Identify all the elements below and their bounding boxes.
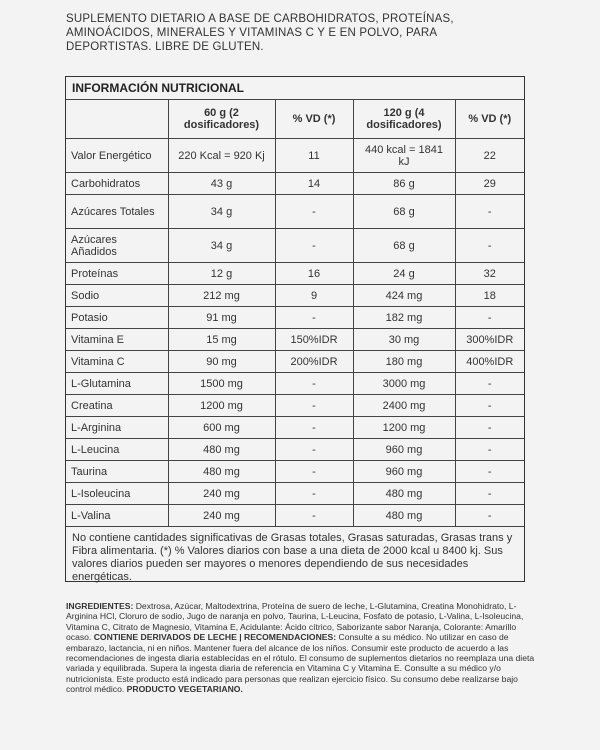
amount-60g: 43 g [168,173,275,195]
amount-120g: 2400 mg [353,395,455,417]
amount-120g: 960 mg [353,461,455,483]
dv-60g: - [275,483,353,505]
nutrient-name: Valor Energético [66,139,168,173]
header-dv-60g: % VD (*) [275,100,353,139]
nutrition-row [66,229,524,263]
nutrient-name: L-Isoleucina [66,483,168,505]
dv-120g: - [455,195,524,229]
dv-120g: 29 [455,173,524,195]
dv-60g: 14 [275,173,353,195]
amount-60g: 1500 mg [168,373,275,395]
amount-60g: 240 mg [168,483,275,505]
nutrient-name: Azúcares Añadidos [66,229,168,263]
dv-60g: 200%IDR [275,351,353,373]
amount-60g: 240 mg [168,505,275,527]
product-description: SUPLEMENTO DIETARIO A BASE DE CARBOHIDRATOS, PROTEÍNAS, AMINOÁCIDOS, MINERALES Y VITAMINAS C Y E EN POLVO, PARA DEPORTISTAS. LIBRE DE GLUTEN. [66,13,454,53]
nutrient-name: L-Arginina [66,417,168,439]
amount-60g: 1200 mg [168,395,275,417]
dv-120g: 400%IDR [455,351,524,373]
amount-120g: 68 g [353,229,455,263]
amount-120g: 440 kcal = 1841 kJ [353,139,455,173]
nutrient-name: Potasio [66,307,168,329]
nutrition-facts-panel [65,76,525,582]
amount-120g: 68 g [353,195,455,229]
nutrient-name: L-Leucina [66,439,168,461]
dv-120g: - [455,417,524,439]
amount-120g: 180 mg [353,351,455,373]
dv-60g: 16 [275,263,353,285]
amount-120g: 1200 mg [353,417,455,439]
dv-120g: - [455,395,524,417]
nutrition-row [66,285,524,307]
nutrient-name: Carbohidratos [66,173,168,195]
dv-60g: - [275,417,353,439]
nutrition-row [66,329,524,351]
amount-60g: 91 mg [168,307,275,329]
nutrient-name: Azúcares Totales [66,195,168,229]
dv-60g: - [275,307,353,329]
amount-60g: 212 mg [168,285,275,307]
amount-120g: 86 g [353,173,455,195]
dv-120g: - [455,505,524,527]
nutrition-table [66,99,524,527]
nutrient-name: Vitamina C [66,351,168,373]
nutrient-name: Taurina [66,461,168,483]
dv-60g: - [275,461,353,483]
dv-60g: 150%IDR [275,329,353,351]
amount-120g: 960 mg [353,439,455,461]
amount-60g: 34 g [168,229,275,263]
nutrient-name: Creatina [66,395,168,417]
nutrition-row [66,483,524,505]
nutrition-row [66,439,524,461]
amount-60g: 480 mg [168,461,275,483]
amount-60g: 90 mg [168,351,275,373]
dv-120g: - [455,307,524,329]
header-dv-120g: % VD (*) [455,100,524,139]
amount-120g: 182 mg [353,307,455,329]
dv-120g: - [455,229,524,263]
amount-120g: 24 g [353,263,455,285]
amount-60g: 600 mg [168,417,275,439]
nutrient-name: L-Glutamina [66,373,168,395]
dv-60g: 11 [275,139,353,173]
nutrition-row [66,351,524,373]
nutrition-row [66,263,524,285]
nutrition-footnote: No contiene cantidades significativas de Grasas totales, Grasas saturadas, Grasas trans y Fibra alimentaria. (*) % Valores diarios con base a una dieta de 2000 kcal u 8400 kj. Sus valores diarios pueden ser mayores o menores dependiendo de sus necesidades energéticas. [72,532,513,583]
contains-recommendations-label: CONTIENE DERIVADOS DE LECHE | RECOMENDACIONES: [93,632,337,643]
dv-120g: - [455,373,524,395]
nutrition-row [66,461,524,483]
amount-60g: 12 g [168,263,275,285]
amount-60g: 220 Kcal = 920 Kj [168,139,275,173]
amount-60g: 480 mg [168,439,275,461]
nutrient-name: L-Valina [66,505,168,527]
dv-60g: - [275,195,353,229]
nutrition-facts-title: INFORMACIÓN NUTRICIONAL [66,77,524,100]
dv-120g: 22 [455,139,524,173]
header-serving-120g: 120 g (4 dosificadores) [353,100,455,139]
amount-120g: 480 mg [353,505,455,527]
nutrient-name: Sodio [66,285,168,307]
ingredients-block [66,601,536,695]
nutrition-row [66,139,524,173]
nutrition-table-body [66,139,524,527]
amount-60g: 15 mg [168,329,275,351]
dv-120g: 32 [455,263,524,285]
amount-120g: 424 mg [353,285,455,307]
dv-120g: - [455,439,524,461]
header-serving-60g: 60 g (2 dosificadores) [168,100,275,139]
nutrient-name: Proteínas [66,263,168,285]
dv-120g: - [455,483,524,505]
ingredients-label: INGREDIENTES: [66,601,134,611]
nutrition-row [66,395,524,417]
dv-60g: - [275,395,353,417]
dv-60g: - [275,439,353,461]
nutrition-row [66,173,524,195]
dv-120g: 300%IDR [455,329,524,351]
amount-120g: 30 mg [353,329,455,351]
amount-120g: 480 mg [353,483,455,505]
amount-120g: 3000 mg [353,373,455,395]
nutrition-row [66,505,524,527]
dv-60g: - [275,505,353,527]
dv-60g: - [275,229,353,263]
nutrition-row [66,373,524,395]
dv-120g: 18 [455,285,524,307]
nutrition-header-row [66,100,524,139]
amount-60g: 34 g [168,195,275,229]
dv-60g: - [275,373,353,395]
ingredients-text: Dextrosa, Azúcar, Maltodextrina, Proteína de suero de leche, L-Glutamina, Creatina Monohidrato, L-Arginina HCl, Cloruro de sodio, Jugo de naranja en polvo, Taurina, L-Leucina, Fosfato de potasio, L-Valina, L-Isoleucina, Vitamina C, Citrato de Magnesio, Vitamina E, Acidulante: Ácido cítrico, Saborizante sabor Naranja, Colorante: Amarillo ocaso. [66,601,524,643]
nutrition-row [66,417,524,439]
recommendations-text: Consulte a su médico. No utilizar en caso de embarazo, lactancia, ni en niños. Mantener fuera del alcance de los niños. Consumir este producto de acuerdo a las recomendaciones de ingesta diaria establecidas en el rótulo. El consumo de suplementos dietarios no reemplaza una dieta variada y equilibrada. Supera la ingesta diaria de referencia en Vitamina C y Vitamina E. Consulte a su médico y/o nutricionista. Este producto está indicado para personas que realizan ejercicio físico. Su consumo debe realizarse bajo control médico. [66,632,535,695]
nutrition-row [66,195,524,229]
nutrition-row [66,307,524,329]
dv-120g: - [455,461,524,483]
dv-60g: 9 [275,285,353,307]
vegetarian-label: PRODUCTO VEGETARIANO. [126,684,243,695]
header-nutrient [66,100,168,139]
nutrient-name: Vitamina E [66,329,168,351]
